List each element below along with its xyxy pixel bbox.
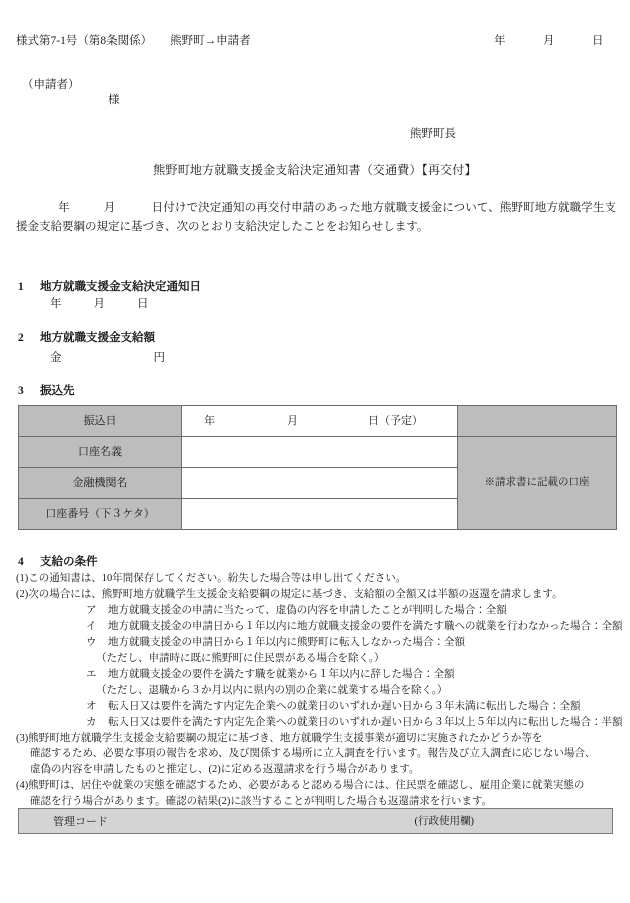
row-value-bank-name[interactable]: [182, 468, 458, 499]
intro-line-2: 援金支給要綱の規定に基づき、次のとおり支給決定したことをお知らせします。: [16, 220, 429, 233]
page-title: 熊野町地方就職支援金支給決定通知書（交通費）【再交付】: [153, 163, 477, 177]
section-3-number: 3: [18, 385, 24, 397]
section-3-title: 振込先: [40, 385, 75, 397]
condition-text: 地方就職支援金の申請に当たって、虚偽の内容を申請したことが判明した場合：全額: [108, 604, 507, 616]
transfer-date-day: 日（予定）: [368, 414, 423, 427]
section-2-amount-line: [50, 350, 165, 367]
section-1-day: 日: [137, 298, 149, 310]
section-1-month: 月: [93, 298, 105, 310]
header-date-day: 日: [592, 35, 604, 47]
condition-numbered-line: (3)熊野町地方就職学生支援金支給要綱の規定に基づき、地方就職学生支援事業が適切に実施されたかどうか等を: [16, 732, 543, 744]
condition-marker: ア: [86, 604, 97, 616]
applicant-honorific: 様: [108, 94, 120, 106]
section-2-heading: [18, 330, 155, 347]
condition-item-ウ: [16, 635, 620, 651]
section-4-heading: [18, 554, 98, 571]
applicant-label: （申請者）: [22, 79, 80, 91]
condition-text: 転入日又は要件を満たす内定先企業への就業日のいずれか遅い日から３年未満に転出した場合：全額: [108, 700, 581, 712]
intro-month: 月: [103, 202, 116, 214]
form-number-line: [16, 33, 251, 50]
section-4-number: 4: [18, 556, 24, 568]
row-label-account-number: 口座番号（下３ケタ）: [19, 499, 182, 530]
section-1-date-line: [50, 296, 149, 313]
condition-continuation-line: 確認を行う場合があります。確認の結果(2)に該当することが判明した場合も返還請求を行います。: [30, 796, 493, 808]
section-3-heading: [18, 383, 75, 400]
document-header: [0, 33, 630, 51]
form-flow: 熊野町→申請者: [170, 35, 251, 47]
condition-marker: カ: [86, 716, 97, 728]
condition-exception-note: （ただし、申請時に既に熊野町に住民票がある場合を除く。）: [96, 652, 385, 664]
condition-item-イ: [16, 619, 623, 635]
bank-transfer-table: [18, 405, 617, 530]
section-1-year: 年: [50, 298, 62, 310]
header-date-month: 月: [543, 35, 555, 47]
table-row: [19, 437, 617, 468]
condition-numbered-line: (2)次の場合には、熊野町地方就職学生支援金支給要綱の規定に基づき、支給額の全額又は半額の返還を請求します。: [16, 588, 563, 600]
condition-continuation-line: 虚偽の内容を申請したものと推定し、(2)に定める返還請求を行う場合があります。: [30, 764, 420, 776]
admin-use-box: [18, 808, 613, 834]
condition-continuation-line: 確認するため、必要な事項の報告を求め、及び関係する場所に立入調査を行います。報告及び立入調査に応じない場合、: [30, 748, 596, 760]
row-value-account-name[interactable]: [182, 437, 458, 468]
section-1-number: 1: [18, 281, 24, 293]
admin-code-label: 管理コード: [53, 816, 108, 828]
condition-text: 地方就職支援金の要件を満たす職を就業から１年以内に辞した場合：全額: [108, 668, 455, 680]
transfer-date-year: 年: [204, 414, 215, 427]
intro-paragraph: [16, 199, 616, 236]
condition-numbered-line: (1)この通知書は、10年間保存してください。紛失した場合等は申し出てください。: [16, 573, 407, 584]
account-note: ※請求書に記載の口座: [458, 437, 617, 530]
row-label-account-name: 口座名義: [19, 437, 182, 468]
condition-item-エ: [16, 667, 620, 683]
row-label-transfer-date: 振込日: [19, 406, 182, 437]
condition-marker: エ: [86, 668, 97, 680]
condition-exception-note: （ただし、退職から３か月以内に県内の別の企業に就業する場合を除く。）: [96, 684, 448, 696]
form-number: 様式第7-1号（第8条関係）: [16, 35, 153, 47]
row-label-bank-name: 金融機関名: [19, 468, 182, 499]
note-cell-empty: [458, 406, 617, 437]
condition-text: 地方就職支援金の申請日から１年以内に地方就職支援金の要件を満たす職への就業を行わなかった場合：全額: [108, 620, 623, 632]
section-2-number: 2: [18, 332, 24, 344]
section-4-title: 支給の条件: [40, 556, 98, 568]
transfer-date-month: 月: [287, 414, 298, 427]
issuer-mayor: 熊野町長: [410, 128, 456, 140]
condition-item-ア: [16, 603, 620, 619]
header-date-year: 年: [494, 35, 506, 47]
admin-use-note: (行政使用欄): [414, 816, 474, 827]
amount-unit: 円: [153, 352, 165, 364]
condition-marker: イ: [86, 620, 97, 632]
condition-text: 地方就職支援金の申請日から１年以内に熊野町に転入しなかった場合：全額: [108, 636, 465, 648]
section-1-heading: [18, 279, 201, 296]
condition-text: 転入日又は要件を満たす内定先企業への就業日のいずれか遅い日から３年以上５年以内に転出した場合：半額: [108, 716, 623, 728]
intro-line-1: 日付けで決定通知の再交付申請のあった地方就職支援金について、熊野町地方就職学生支: [151, 202, 617, 214]
conditions-list: [16, 571, 623, 810]
row-value-account-number[interactable]: [182, 499, 458, 530]
condition-marker: オ: [86, 700, 97, 712]
condition-item-カ: [16, 715, 623, 731]
condition-numbered-line: (4)熊野町は、居住や就業の実態を確認するため、必要があると認める場合には、住民票を確認し、雇用企業に就業実態の: [16, 780, 585, 792]
section-2-title: 地方就職支援金支給額: [40, 332, 155, 344]
amount-prefix: 金: [50, 352, 62, 364]
condition-marker: ウ: [86, 636, 97, 648]
table-row: [19, 406, 617, 437]
section-1-title: 地方就職支援金支給決定通知日: [40, 281, 201, 293]
row-value-transfer-date[interactable]: [182, 406, 458, 437]
intro-year: 年: [58, 202, 70, 214]
condition-item-オ: [16, 699, 620, 715]
